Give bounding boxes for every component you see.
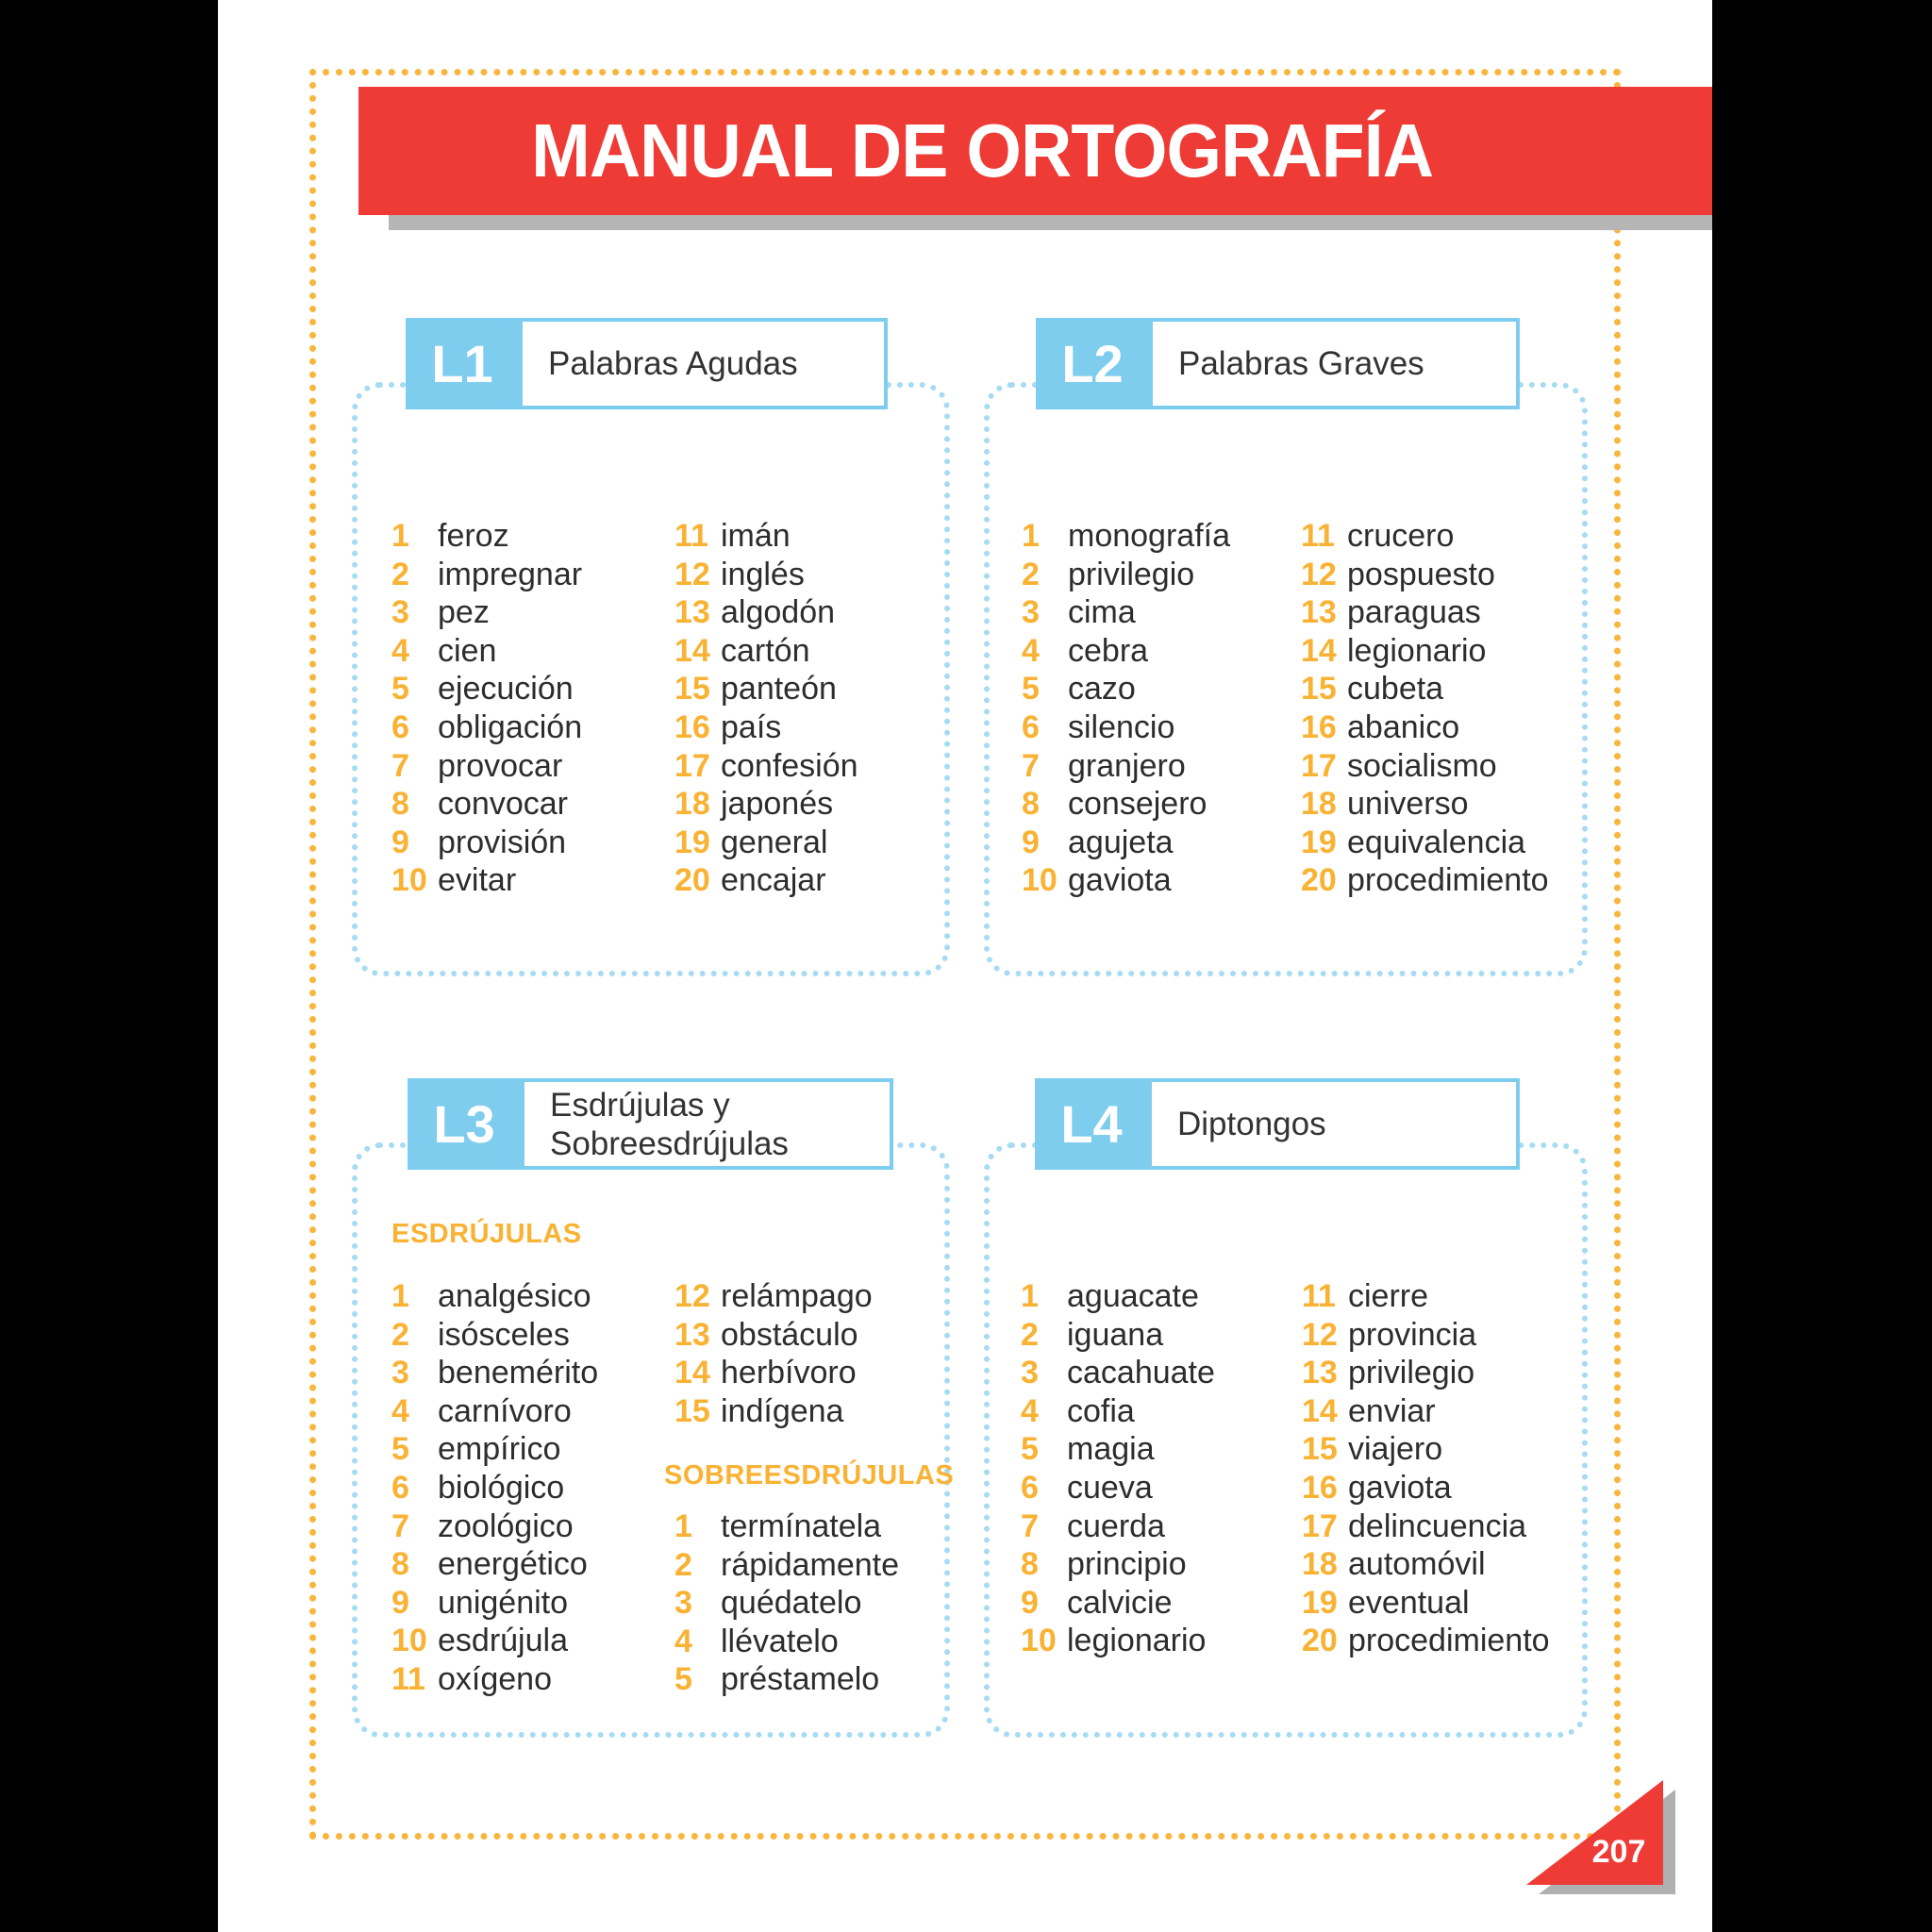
list-item (1021, 1430, 1215, 1469)
item-word: privilegio (1348, 1355, 1475, 1391)
list-item (391, 670, 582, 708)
item-word: cacahuate (1067, 1355, 1215, 1391)
item-word: granjero (1068, 747, 1186, 784)
list-item (1302, 1507, 1550, 1546)
list-item (675, 1546, 899, 1585)
item-word: obstáculo (721, 1316, 858, 1353)
item-number: 11 (1302, 1278, 1336, 1314)
item-word: país (721, 708, 782, 745)
item-word: automóvil (1348, 1546, 1486, 1583)
list-item (391, 1469, 598, 1507)
item-word: encajar (721, 862, 826, 899)
list-item (391, 1660, 598, 1699)
l4-column-2 (1302, 1277, 1550, 1660)
list-item (1022, 593, 1230, 632)
l3-sobreesdrujulas-column (675, 1507, 899, 1699)
l4-column-1 (1021, 1277, 1215, 1660)
list-header-l2 (1036, 318, 1520, 409)
item-word: delincuencia (1348, 1507, 1527, 1544)
item-word: oxígeno (438, 1660, 552, 1697)
item-word: japonés (721, 786, 834, 823)
item-word: relámpago (721, 1278, 873, 1314)
item-number: 15 (1301, 671, 1337, 708)
list-item (391, 747, 582, 786)
item-word: universo (1347, 786, 1469, 823)
list-item (1022, 556, 1230, 594)
item-number: 1 (391, 1278, 409, 1314)
list-header-l1 (406, 318, 888, 409)
list-item (675, 861, 858, 900)
list-item (1022, 785, 1230, 824)
item-number: 14 (1301, 632, 1337, 669)
list-item (391, 593, 582, 632)
item-word: cartón (721, 632, 810, 669)
item-number: 16 (1302, 1469, 1338, 1506)
item-word: empírico (438, 1431, 561, 1468)
item-number: 6 (1021, 1469, 1039, 1506)
item-number: 6 (391, 1469, 409, 1506)
item-number: 7 (391, 1507, 409, 1544)
item-number: 13 (1302, 1355, 1338, 1391)
item-number: 17 (1301, 747, 1337, 784)
item-word: procedimiento (1347, 862, 1549, 899)
item-word: unigénito (438, 1584, 569, 1621)
list-item (675, 556, 858, 594)
item-number: 20 (675, 862, 710, 899)
item-word: rápidamente (721, 1546, 900, 1583)
item-number: 5 (675, 1661, 692, 1698)
list-item (1302, 1277, 1550, 1316)
item-word: provincia (1348, 1316, 1477, 1353)
list-item (1302, 1584, 1550, 1623)
item-number: 6 (391, 708, 409, 745)
item-number: 10 (1022, 862, 1058, 899)
list-item (1022, 517, 1230, 556)
list-item (1022, 824, 1230, 862)
title-banner (358, 87, 1712, 215)
item-word: provisión (438, 824, 567, 860)
item-word: esdrújula (438, 1623, 568, 1659)
item-word: gaviota (1068, 862, 1172, 899)
item-number: 19 (675, 824, 710, 860)
item-number: 16 (1301, 708, 1337, 745)
item-word: algodón (721, 594, 836, 631)
list-item (1301, 824, 1549, 862)
item-word: llévatelo (721, 1623, 839, 1659)
item-number: 9 (391, 1584, 409, 1621)
item-word: silencio (1068, 708, 1175, 745)
list-item (391, 1584, 598, 1623)
list-tag-l2: L2 (1036, 318, 1149, 409)
list-item (391, 824, 582, 862)
item-number: 10 (391, 862, 427, 899)
item-number: 14 (675, 1355, 710, 1391)
item-word: general (721, 824, 828, 860)
list-title-box-l1 (519, 318, 888, 409)
item-word: préstamelo (721, 1661, 880, 1698)
item-word: cebra (1068, 632, 1149, 669)
item-word: principio (1067, 1546, 1187, 1583)
item-word: legionario (1067, 1623, 1207, 1659)
section-label-sobreesdrujulas: SOBREESDRÚJULAS (664, 1460, 955, 1491)
list-tag-l1: L1 (406, 318, 519, 409)
item-number: 17 (675, 747, 710, 784)
item-word: energético (438, 1546, 588, 1583)
list-item (675, 1392, 873, 1431)
list-item (1022, 747, 1230, 786)
list-tag-l4: L4 (1035, 1078, 1148, 1170)
item-number: 7 (391, 747, 409, 784)
page-number: 207 (1591, 1834, 1646, 1870)
list-item (1021, 1469, 1215, 1507)
item-number: 19 (1301, 824, 1337, 860)
item-number: 20 (1301, 862, 1337, 899)
list-item (1302, 1354, 1550, 1392)
list-item (1021, 1507, 1215, 1546)
item-number: 13 (1301, 594, 1337, 631)
list-item (675, 785, 858, 824)
item-word: cuerda (1067, 1507, 1165, 1544)
item-word: enviar (1348, 1392, 1436, 1429)
item-number: 7 (1021, 1507, 1039, 1544)
item-number: 1 (1021, 1278, 1039, 1314)
list-item (1301, 556, 1549, 594)
item-number: 4 (1022, 632, 1040, 669)
item-number: 8 (391, 1546, 409, 1583)
item-word: impregnar (438, 556, 583, 592)
list-item (391, 632, 582, 671)
item-word: gaviota (1348, 1469, 1452, 1506)
item-word: procedimiento (1348, 1623, 1550, 1659)
item-word: cien (438, 632, 497, 669)
list-title-l1: Palabras Agudas (548, 345, 798, 382)
list-item (1302, 1469, 1550, 1507)
item-number: 12 (675, 556, 710, 592)
item-number: 8 (391, 786, 409, 823)
list-item (675, 1316, 873, 1355)
item-number: 5 (391, 1431, 409, 1468)
item-word: aguacate (1067, 1278, 1199, 1314)
item-number: 14 (1302, 1392, 1338, 1429)
item-number: 17 (1302, 1507, 1338, 1544)
item-number: 8 (1021, 1546, 1039, 1583)
item-word: herbívoro (721, 1355, 857, 1391)
list-item (1021, 1584, 1215, 1623)
list-item (675, 1584, 899, 1623)
list-header-l4 (1035, 1078, 1520, 1170)
list-item (1021, 1354, 1215, 1392)
item-number: 20 (1302, 1623, 1338, 1659)
item-number: 2 (675, 1546, 692, 1583)
page-title: MANUAL DE ORTOGRAFÍA (531, 108, 1434, 192)
item-word: panteón (721, 671, 837, 708)
item-number: 3 (675, 1585, 692, 1622)
list-item (675, 1623, 899, 1661)
item-word: termínatela (721, 1508, 882, 1544)
item-word: pospuesto (1347, 556, 1495, 592)
list-item (391, 1392, 598, 1431)
l3-esdrujulas-column-2 (675, 1277, 873, 1430)
list-item (391, 517, 582, 556)
list-item (675, 1277, 873, 1316)
list-item (675, 1354, 873, 1392)
item-word: pez (438, 594, 490, 631)
list-item (1302, 1392, 1550, 1431)
item-number: 8 (1022, 786, 1040, 823)
list-item (391, 1545, 598, 1584)
list-item (1301, 708, 1549, 747)
list-item (1302, 1622, 1550, 1660)
item-number: 2 (1022, 556, 1040, 592)
list-item (391, 1507, 598, 1546)
item-word: quédatelo (721, 1585, 862, 1622)
list-title-box-l2 (1149, 318, 1520, 409)
list-item (1021, 1277, 1215, 1316)
item-word: benemérito (438, 1355, 599, 1391)
list-item (391, 708, 582, 747)
item-number: 2 (391, 1316, 409, 1353)
list-item (1301, 517, 1549, 556)
l1-column-1 (391, 517, 582, 900)
list-item (1022, 861, 1230, 900)
item-word: obligación (438, 708, 583, 745)
item-number: 4 (1021, 1392, 1039, 1429)
section-label-esdrujulas: ESDRÚJULAS (391, 1219, 582, 1249)
list-item (675, 593, 858, 632)
item-number: 4 (675, 1623, 692, 1659)
item-word: crucero (1347, 518, 1455, 554)
list-item (1301, 632, 1549, 671)
list-item (675, 708, 858, 747)
list-item (675, 824, 858, 862)
list-item (391, 1622, 598, 1660)
item-word: iguana (1067, 1316, 1164, 1353)
item-number: 12 (675, 1278, 710, 1314)
item-number: 4 (391, 632, 409, 669)
list-item (391, 1277, 598, 1316)
item-number: 10 (391, 1623, 427, 1659)
item-word: cubeta (1347, 671, 1444, 708)
item-number: 9 (1021, 1584, 1039, 1621)
item-number: 3 (1022, 594, 1040, 631)
item-number: 12 (1301, 556, 1337, 592)
item-word: socialismo (1347, 747, 1497, 784)
l2-column-1 (1022, 517, 1230, 900)
item-word: cierre (1348, 1278, 1429, 1314)
list-title-box-l3 (521, 1078, 893, 1170)
list-item (391, 1430, 598, 1469)
item-word: abanico (1347, 708, 1460, 745)
item-number: 11 (1301, 518, 1335, 554)
list-item (1022, 670, 1230, 708)
item-number: 15 (675, 671, 710, 708)
item-number: 1 (1022, 518, 1040, 554)
item-number: 19 (1302, 1584, 1338, 1621)
item-word: cofia (1067, 1392, 1135, 1429)
item-number: 2 (1021, 1316, 1039, 1353)
list-item (675, 1507, 899, 1546)
item-word: convocar (438, 786, 568, 823)
item-word: isósceles (438, 1316, 570, 1353)
list-header-l3 (408, 1078, 893, 1170)
l1-column-2 (675, 517, 858, 900)
list-item (1021, 1316, 1215, 1355)
item-word: imán (721, 518, 791, 554)
item-word: consejero (1068, 786, 1208, 823)
item-word: magia (1067, 1431, 1155, 1468)
item-number: 9 (391, 824, 409, 860)
list-item (391, 861, 582, 900)
list-item (1301, 747, 1549, 786)
item-number: 3 (391, 1355, 409, 1391)
item-word: provocar (438, 747, 563, 784)
list-item (391, 1354, 598, 1392)
list-title-l3-line2: Sobreesdrújulas (550, 1124, 789, 1162)
item-number: 18 (1302, 1546, 1338, 1583)
item-word: inglés (721, 556, 805, 592)
list-item (675, 670, 858, 708)
item-number: 15 (675, 1392, 710, 1429)
item-word: agujeta (1068, 824, 1174, 860)
item-number: 5 (1021, 1431, 1039, 1468)
l2-column-2 (1301, 517, 1549, 900)
item-number: 4 (391, 1392, 409, 1429)
list-item (675, 517, 858, 556)
list-item (1021, 1622, 1215, 1660)
list-item (1301, 670, 1549, 708)
item-number: 3 (391, 594, 409, 631)
list-item (1301, 861, 1549, 900)
list-item (1021, 1392, 1215, 1431)
list-item (391, 556, 582, 594)
item-word: biológico (438, 1469, 565, 1506)
item-number: 1 (675, 1508, 692, 1544)
item-word: viajero (1348, 1431, 1443, 1468)
item-number: 10 (1021, 1623, 1057, 1659)
item-number: 13 (675, 594, 710, 631)
item-word: analgésico (438, 1278, 591, 1314)
list-item (675, 747, 858, 786)
list-item (1022, 708, 1230, 747)
item-word: paraguas (1347, 594, 1481, 631)
item-word: privilegio (1068, 556, 1195, 592)
item-number: 2 (391, 556, 409, 592)
list-title-l2: Palabras Graves (1178, 345, 1424, 382)
item-number: 3 (1021, 1355, 1039, 1391)
item-number: 7 (1022, 747, 1040, 784)
item-word: legionario (1347, 632, 1487, 669)
list-item (391, 785, 582, 824)
item-word: calvicie (1067, 1584, 1173, 1621)
item-number: 13 (675, 1316, 710, 1353)
list-item (1302, 1430, 1550, 1469)
list-item (1022, 632, 1230, 671)
item-word: indígena (721, 1392, 844, 1429)
list-item (1301, 593, 1549, 632)
item-word: monografía (1068, 518, 1230, 554)
item-number: 5 (1022, 671, 1040, 708)
item-number: 15 (1302, 1431, 1338, 1468)
item-number: 18 (675, 786, 710, 823)
item-word: eventual (1348, 1584, 1470, 1621)
item-number: 1 (391, 518, 409, 554)
list-item (1301, 785, 1549, 824)
item-word: zoológico (438, 1507, 574, 1544)
list-title-box-l4 (1148, 1078, 1520, 1170)
item-number: 14 (675, 632, 710, 669)
item-number: 11 (391, 1660, 425, 1697)
l3-esdrujulas-column-1 (391, 1277, 598, 1699)
list-item (675, 1660, 899, 1699)
item-word: equivalencia (1347, 824, 1526, 860)
list-item (675, 632, 858, 671)
item-number: 18 (1301, 786, 1337, 823)
item-number: 5 (391, 671, 409, 708)
list-item (391, 1316, 598, 1355)
list-title-l3-line1: Esdrújulas y (550, 1086, 730, 1124)
manual-page (218, 0, 1712, 1932)
item-word: cima (1068, 594, 1136, 631)
item-number: 9 (1022, 824, 1040, 860)
item-word: carnívoro (438, 1392, 572, 1429)
list-item (1302, 1545, 1550, 1584)
item-word: cazo (1068, 671, 1136, 708)
item-number: 11 (675, 518, 708, 554)
list-tag-l3: L3 (408, 1078, 521, 1170)
list-item (1302, 1316, 1550, 1355)
item-word: ejecución (438, 671, 574, 708)
item-word: evitar (438, 862, 517, 899)
item-word: confesión (721, 747, 858, 784)
item-word: feroz (438, 518, 509, 554)
item-number: 6 (1022, 708, 1040, 745)
item-word: cueva (1067, 1469, 1153, 1506)
list-item (1021, 1545, 1215, 1584)
item-number: 12 (1302, 1316, 1338, 1353)
list-title-l4: Diptongos (1177, 1106, 1326, 1142)
item-number: 16 (675, 708, 710, 745)
